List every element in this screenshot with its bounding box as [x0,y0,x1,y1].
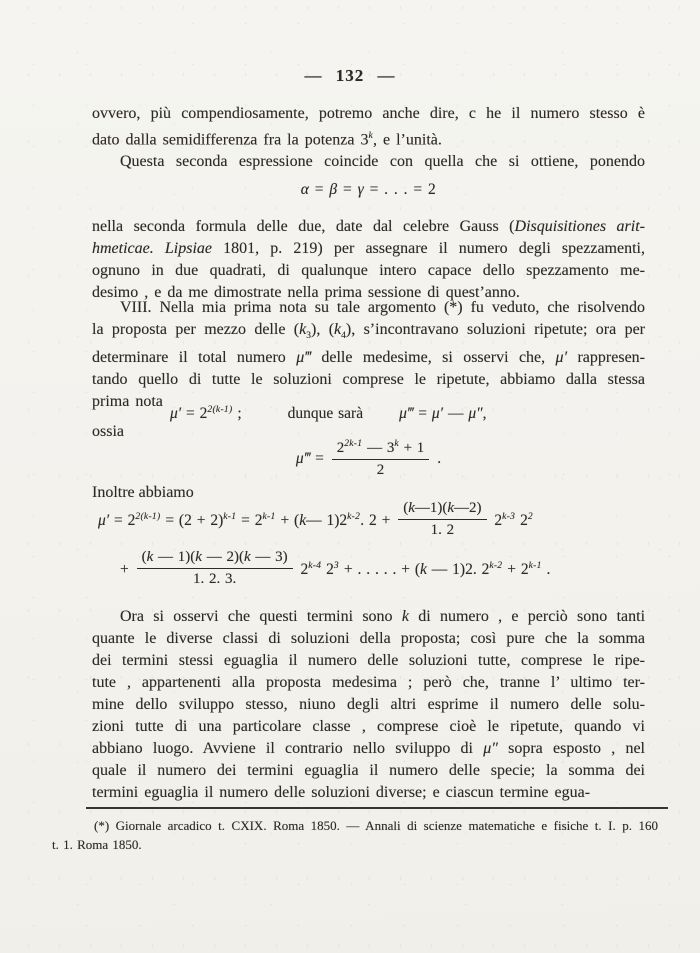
text-line [92,216,645,238]
text-line [92,760,645,782]
text-run: nella seconda formula delle due, date dal celebre Gauss ( [92,218,515,235]
paragraph-ora [92,606,645,804]
text-line [92,319,645,347]
text-run: — 1)2 [306,512,348,530]
text-run: tando quello di tutte le soluzioni comprese le ripetute, abbiamo dalla stessa [92,371,645,389]
text-line [92,650,645,672]
text-run: la proposta per mezzo delle ( [92,321,300,338]
denominator [398,520,486,539]
text-run: prima nota [92,393,163,411]
text-run: μ′ [98,512,110,530]
text-run: = . . . = 2 [364,181,437,198]
text-run: + ( [275,512,300,530]
formula-mu-triple-prime-fraction [92,438,645,481]
superscript: k-1 [528,560,542,571]
text-run: + [120,561,134,579]
footnote-rule [86,807,668,809]
text-run: quale il numero dei termini eguaglia il numero delle specie; la somma dei [92,762,645,779]
text-run: — 3 [362,440,395,456]
superscript: k-1 [223,511,237,522]
denominator [332,460,430,479]
numerator [398,500,486,520]
text-run: = [337,181,358,198]
text-run: 1801, p. 219) per assegnare il numero degli spezzamenti, [212,240,645,257]
text-run: . [432,450,442,468]
text-run: zioni tutte di una particolare classe , comprese cioè le ripetute, quando vi [92,718,645,735]
text-line [92,125,645,151]
text-run: + 1 [398,440,425,456]
text-line [92,238,645,260]
text-run: termini eguaglia il numero delle soluzioni diverse; e ciascun termine egua- [92,784,591,801]
text-line [92,297,645,319]
text-run: quante le diverse classi di soluzioni della proposta; così pure che la somma [92,630,645,647]
text-run: = 2 [109,512,136,530]
text-run: μ′ [431,405,444,423]
formula-alpha-beta-gamma [92,178,645,202]
text-run: k [334,321,342,338]
text-run: + . . . . . + ( [338,561,421,579]
text-line [92,672,645,694]
text-run: sopra esposto , nel [497,740,645,757]
text-run: (*) Giornale arcadico t. CXIX. Roma 1850. — Annali di scienze matematiche e fisiche t. I. p. 160 [94,818,658,833]
formula-binomial-expansion-line1 [98,502,533,541]
text-run: γ [357,181,365,198]
paragraph-gauss [92,216,645,304]
text-run: —1)( [414,500,448,516]
text-run: μ‴ [296,349,311,367]
fraction [398,500,486,539]
text-line [52,835,658,854]
text-line [92,347,645,369]
text-run: , e l’unità. [373,131,442,149]
page-number: — 132 — [304,66,396,85]
text-run: Disquisitiones arit- [514,218,645,235]
text-run: t. 1. Roma 1850. [52,837,142,852]
text-line [92,103,645,125]
text-run: — 2)( [201,549,244,565]
subscript: 3 [306,331,311,342]
text-run: delle medesime, si osservi che, [310,349,556,367]
text-run: β [329,181,338,198]
text-run: k [447,500,455,516]
text-run: ), s’incontravano soluzioni ripetute; ora per [345,321,645,338]
text-run: = (2 + 2) [160,512,224,530]
text-run: abbiano luogo. Avviene il contrario nello sviluppo di [92,740,484,757]
text-run: Ora si osservi che questi termini sono [120,608,402,625]
text-run: ( [141,549,147,565]
superscript: k-2 [489,560,503,571]
text-run: μ‴ [399,405,414,423]
text-run: μ′ [555,349,568,367]
text-run: μ′ [170,405,182,423]
footnote [52,816,658,854]
fraction [332,436,430,479]
text-run: — 3) [250,549,288,565]
text-run: = [413,405,432,423]
text-run: k [146,549,154,565]
text-run: = 2 [181,405,208,423]
superscript: 2(k-1) [207,405,233,415]
numerator [137,549,293,569]
text-run: μ‴ [295,450,311,468]
text-line [92,694,645,716]
text-run: hmeticae. Lipsiae [92,240,213,257]
text-run: = [309,181,330,198]
superscript: 2(k-1) [135,511,161,522]
text-run: — 1)2. 2 [426,561,490,579]
text-line [92,738,645,760]
text-line [92,606,645,628]
subscript: 4 [341,331,346,342]
text-run: Questa seconda espressione coincide con quella che si ottiene, ponendo [120,153,645,171]
text-run: tute , appartenenti alla proposta medesima ; però che, tranne l’ ultimo ter- [92,674,645,691]
fraction [137,549,293,588]
text-run: VIII. Nella mia prima nota su tale argomento (*) fu veduto, che risolvendo [120,299,645,316]
text-line [120,551,550,590]
text-run: 2 [376,462,385,478]
superscript: k-4 [308,560,322,571]
text-run: — 1)( [153,549,196,565]
numerator [332,436,430,460]
text-line [92,782,645,804]
text-run: k [243,549,251,565]
superscript: k-2 [347,511,361,522]
text-run: k [299,321,307,338]
phrase-inoltre-abbiamo: Inoltre abbiamo [92,484,194,501]
formula-binomial-expansion-line2 [120,551,550,590]
text-run: ognuno in due quadrati, di qualunque intero capace dello spezzamento me- [92,262,645,279]
text-run: 2 [515,512,528,530]
superscript: k [394,439,399,449]
text-run: 1. 2 [430,522,455,538]
superscript: 2 [527,511,533,522]
text-run: dato dalla semidifferenza fra la potenza 3 [92,131,369,149]
text-line [92,260,645,282]
text-run: k [299,512,307,530]
text-run: ( [403,500,409,516]
text-run: k [195,549,202,565]
text-run: determinare il total numero [92,349,297,367]
text-run: dunque sarà [287,405,364,423]
text-run: dei termini stessi eguaglia il numero delle soluzioni tutte, comprese le ripe- [92,652,645,669]
superscript: k [368,131,373,141]
superscript: k-1 [262,511,276,522]
superscript: 3 [333,560,339,571]
text-run: 2 [489,512,503,530]
text-run: , [482,405,487,423]
text-line [92,151,645,173]
text-run: —2) [454,500,482,516]
text-run: k [401,608,409,625]
word-ossia: ossia [92,423,124,440]
text-run: 2 [336,440,345,456]
text-line [98,502,533,541]
text-run: 2 [321,561,334,579]
text-line [92,369,645,391]
text-line [92,628,645,650]
text-run: desimo , e da me dimostrate nella prima sessione di quest’anno. [92,284,520,301]
text-run: — [443,405,469,423]
superscript: 2k-1 [344,439,363,449]
text-run: α [300,181,310,198]
text-run: + 2 [502,561,529,579]
text-run: ovvero, più compendiosamente, potremo anche dire, c he il numero stesso è [92,105,645,122]
superscript: k-3 [502,511,516,522]
text-run: rappresen- [567,349,645,367]
text-run: μ″ [468,405,483,423]
text-line [92,716,645,738]
text-line [52,816,658,835]
text-run: . [541,561,551,579]
text-run: μ″ [483,740,498,757]
text-run: k [420,561,427,579]
text-run: = [310,450,329,468]
text-run: 1. 2. 3. [193,571,237,587]
text-run: di numero , e perciò sono tanti [408,608,646,625]
text-line [92,438,645,481]
text-run: ), ( [310,321,335,338]
paragraph-intro [92,103,645,173]
denominator [137,569,293,588]
text-run: ; [232,405,242,423]
paragraph-viii [92,297,645,413]
text-run: 2 [295,561,309,579]
text-line [92,178,645,202]
text-run: . 2 + [360,512,396,530]
text-run: mine dello sviluppo stesso, niuno degli altri esprime il numero delle solu- [92,696,645,713]
text-run: k [408,500,415,516]
text-run: = 2 [236,512,263,530]
